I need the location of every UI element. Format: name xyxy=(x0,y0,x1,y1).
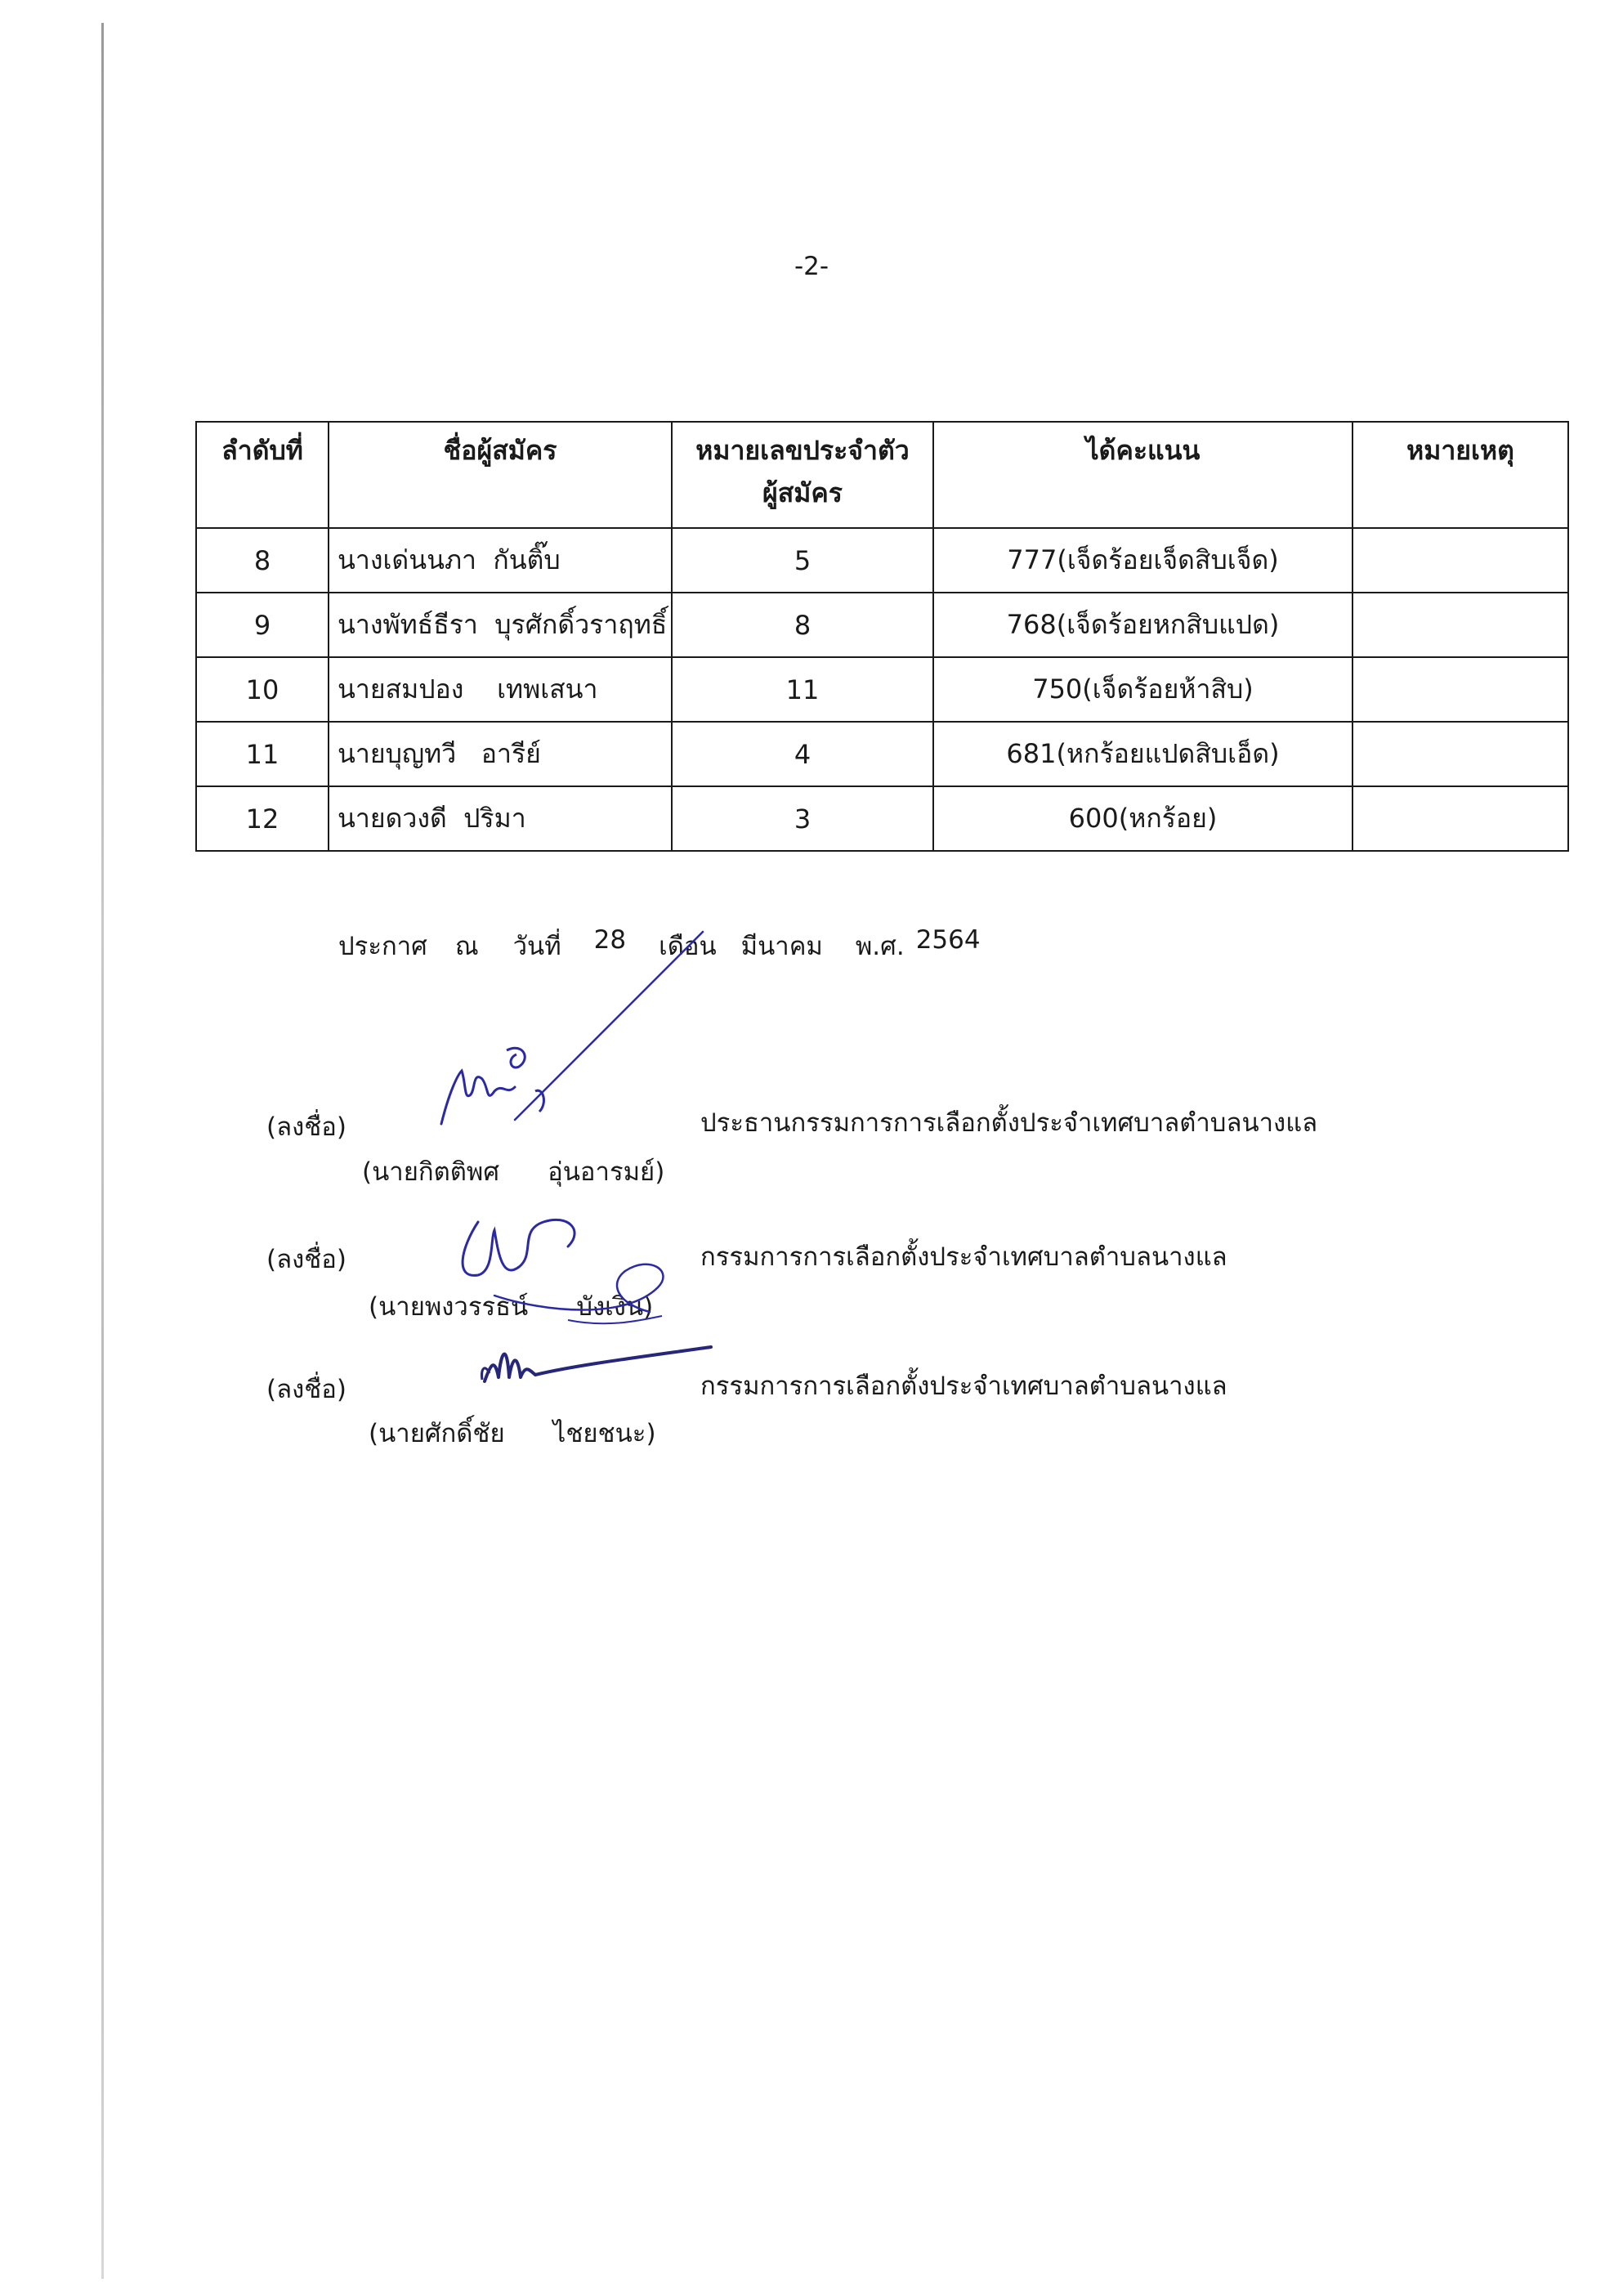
cell-remark xyxy=(1352,657,1568,722)
cell-order: 9 xyxy=(196,593,329,657)
sign-label-1: (ลงชื่อ) xyxy=(266,1112,347,1142)
header-number-line1: หมายเลขประจำตัว xyxy=(695,435,910,466)
cell-name: นายสมปอง เทพเสนา xyxy=(329,657,672,722)
announce-at: ณ xyxy=(454,932,479,961)
page-number: -2- xyxy=(794,252,829,281)
announce-month-label: เดือน xyxy=(659,932,717,961)
cell-order: 10 xyxy=(196,657,329,722)
announce-year-label: พ.ศ. xyxy=(855,932,905,961)
cell-number: 11 xyxy=(672,657,933,722)
header-order: ลำดับที่ xyxy=(196,422,329,528)
cell-score: 777(เจ็ดร้อยเจ็ดสิบเจ็ด) xyxy=(933,528,1352,593)
header-remark: หมายเหตุ xyxy=(1352,422,1568,528)
election-results-table xyxy=(195,421,1569,852)
cell-number: 3 xyxy=(672,786,933,851)
scan-edge-line xyxy=(101,23,104,2279)
sign-label-3: (ลงชื่อ) xyxy=(266,1375,347,1404)
sign-role-3: กรรมการการเลือกตั้งประจำเทศบาลตำบลนางแล xyxy=(700,1372,1227,1401)
signature-mark-3 xyxy=(478,1332,715,1398)
announce-prefix: ประกาศ xyxy=(338,932,427,961)
table-row xyxy=(196,593,1568,657)
sign-name-2: (นายพงวรรธน์ บังเงิน) xyxy=(369,1292,654,1322)
cell-score: 681(หกร้อยแปดสิบเอ็ด) xyxy=(933,722,1352,786)
cell-name: นางเด่นนภา กันติ๊บ xyxy=(329,528,672,593)
table-row xyxy=(196,722,1568,786)
cell-number: 4 xyxy=(672,722,933,786)
announce-year: 2564 xyxy=(915,925,981,955)
header-number xyxy=(672,422,933,528)
signature-mark-1 xyxy=(425,928,719,1140)
table-header-row xyxy=(196,422,1568,528)
table-row xyxy=(196,528,1568,593)
header-score: ได้คะแนน xyxy=(933,422,1352,528)
cell-remark xyxy=(1352,786,1568,851)
cell-name: นางพัทธ์ธีรา บุรศักดิ์วราฤทธิ์ xyxy=(329,593,672,657)
signature-mark-2 xyxy=(445,1197,707,1336)
cell-remark xyxy=(1352,593,1568,657)
sign-label-2: (ลงชื่อ) xyxy=(266,1245,347,1274)
cell-score: 600(หกร้อย) xyxy=(933,786,1352,851)
cell-name: นายดวงดี ปริมา xyxy=(329,786,672,851)
announce-day-label: วันที่ xyxy=(512,932,561,961)
cell-number: 5 xyxy=(672,528,933,593)
cell-number: 8 xyxy=(672,593,933,657)
announce-month: มีนาคม xyxy=(740,932,823,961)
cell-order: 12 xyxy=(196,786,329,851)
sign-role-1: ประธานกรรมการการเลือกตั้งประจำเทศบาลตำบลนางแล xyxy=(700,1108,1318,1138)
cell-score: 768(เจ็ดร้อยหกสิบแปด) xyxy=(933,593,1352,657)
cell-remark xyxy=(1352,722,1568,786)
cell-score: 750(เจ็ดร้อยห้าสิบ) xyxy=(933,657,1352,722)
table-row xyxy=(196,786,1568,851)
header-number-line2: ผู้สมัคร xyxy=(762,477,843,508)
cell-remark xyxy=(1352,528,1568,593)
sign-name-3: (นายศักดิ์ชัย ไชยชนะ) xyxy=(369,1419,656,1448)
cell-name: นายบุญทวี อารีย์ xyxy=(329,722,672,786)
cell-order: 11 xyxy=(196,722,329,786)
sign-role-2: กรรมการการเลือกตั้งประจำเทศบาลตำบลนางแล xyxy=(700,1242,1227,1272)
cell-order: 8 xyxy=(196,528,329,593)
sign-name-1: (นายกิตติพศ อุ่นอารมย์) xyxy=(362,1157,665,1187)
table-row xyxy=(196,657,1568,722)
announce-day: 28 xyxy=(593,925,627,955)
header-name: ชื่อผู้สมัคร xyxy=(329,422,672,528)
